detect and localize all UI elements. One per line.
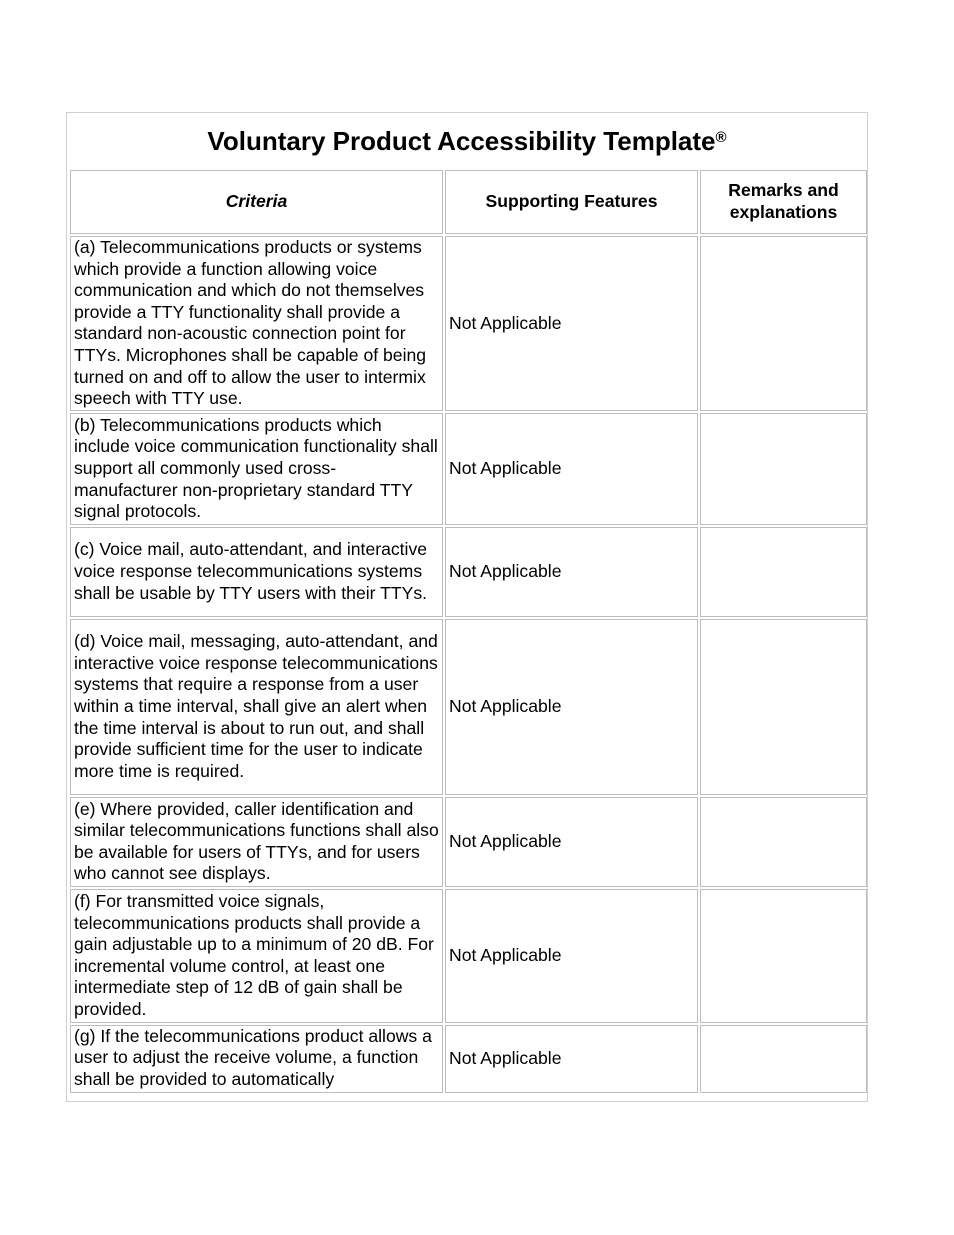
title-text: Voluntary Product Accessibility Template bbox=[207, 125, 716, 156]
supporting-features-cell: Not Applicable bbox=[445, 619, 698, 795]
table-row bbox=[70, 1025, 867, 1093]
supporting-features-cell: Not Applicable bbox=[445, 889, 698, 1023]
vpat-table bbox=[68, 168, 869, 1095]
remarks-cell bbox=[700, 527, 867, 617]
supporting-features-cell: Not Applicable bbox=[445, 527, 698, 617]
supporting-features-cell: Not Applicable bbox=[445, 236, 698, 411]
header-remarks bbox=[700, 170, 867, 234]
remarks-cell bbox=[700, 889, 867, 1023]
table-row bbox=[70, 527, 867, 617]
criteria-cell: (a) Telecommunications products or systems which provide a function allowing voice communication and which do not themselves provide a TTY functionality shall provide a standard non-acoustic connection point for TTYs. Microphones shall be capable of being turned on and off to allow the user to intermix speech with TTY use. bbox=[70, 236, 443, 411]
criteria-cell: (f) For transmitted voice signals, telecommunications products shall provide a gain adjustable up to a minimum of 20 dB. For incremental volume control, at least one intermediate step of 12 dB of gain shall be provided. bbox=[70, 889, 443, 1023]
table-row bbox=[70, 236, 867, 411]
header-criteria: Criteria bbox=[70, 170, 443, 234]
criteria-cell: (c) Voice mail, auto-attendant, and interactive voice response telecommunications systems shall be usable by TTY users with their TTYs. bbox=[70, 527, 443, 617]
vpat-container bbox=[66, 112, 868, 1102]
supporting-features-cell: Not Applicable bbox=[445, 797, 698, 887]
remarks-cell bbox=[700, 236, 867, 411]
table-row bbox=[70, 413, 867, 525]
header-row bbox=[70, 170, 867, 234]
supporting-features-cell: Not Applicable bbox=[445, 1025, 698, 1093]
criteria-cell: (b) Telecommunications products which include voice communication functionality shall support all commonly used cross-manufacturer non-proprietary standard TTY signal protocols. bbox=[70, 413, 443, 525]
header-supporting-features: Supporting Features bbox=[445, 170, 698, 234]
table-row bbox=[70, 889, 867, 1023]
criteria-cell: (e) Where provided, caller identification and similar telecommunications functions shall also be available for users of TTYs, and for users who cannot see displays. bbox=[70, 797, 443, 887]
page-title bbox=[67, 113, 867, 169]
remarks-cell bbox=[700, 619, 867, 795]
criteria-cell: (d) Voice mail, messaging, auto-attendant, and interactive voice response telecommunications systems that require a response from a user within a time interval, shall give an alert when the time interval is about to run out, and shall provide sufficient time for the user to indicate more time is required. bbox=[70, 619, 443, 795]
header-remarks-line1: Remarks and bbox=[728, 180, 839, 201]
remarks-cell bbox=[700, 1025, 867, 1093]
remarks-cell bbox=[700, 413, 867, 525]
header-remarks-line2: explanations bbox=[729, 202, 838, 222]
table-row bbox=[70, 797, 867, 887]
registered-mark: ® bbox=[715, 128, 727, 146]
criteria-cell: (g) If the telecommunications product allows a user to adjust the receive volume, a function shall be provided to automatically bbox=[70, 1025, 443, 1093]
table-row bbox=[70, 619, 867, 795]
supporting-features-cell: Not Applicable bbox=[445, 413, 698, 525]
remarks-cell bbox=[700, 797, 867, 887]
